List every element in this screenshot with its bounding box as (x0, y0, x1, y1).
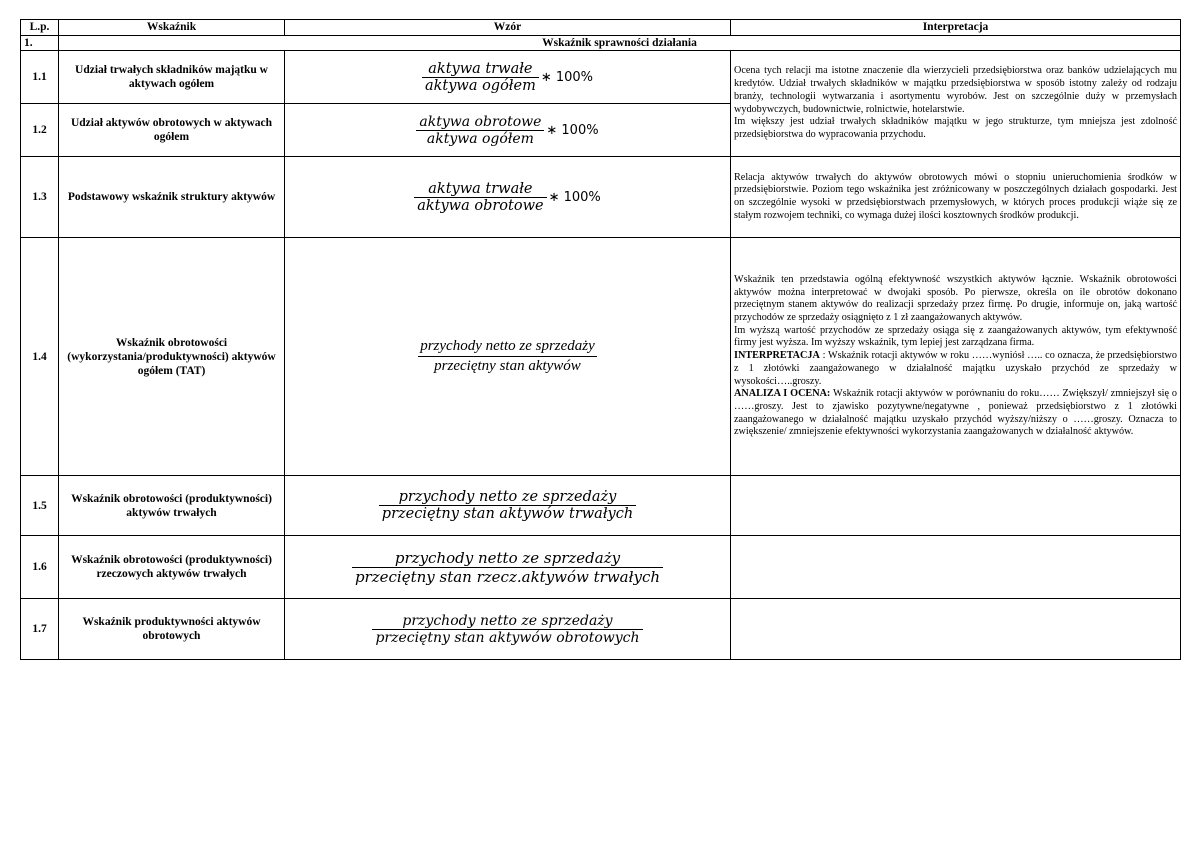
formula-cell (285, 51, 731, 104)
formula-multiplier: ∗ 100% (546, 122, 599, 138)
formula-fraction (414, 181, 546, 214)
formula-denominator: przeciętny stan rzecz.aktywów trwałych (354, 567, 661, 586)
formula-cell (285, 476, 731, 536)
interpretation-cell (731, 599, 1181, 660)
row-number: 1.5 (21, 476, 59, 536)
row-number: 1.4 (21, 238, 59, 476)
analysis-label: ANALIZA I OCENA: (734, 388, 831, 400)
formula-numerator: aktywa obrotowe (416, 114, 544, 131)
header-formula: Wzór (285, 20, 731, 36)
ratio-table (20, 19, 1181, 660)
interpretation-cell (731, 476, 1181, 536)
formula-numerator: aktywa trwałe (414, 181, 546, 198)
interpretation-cell (731, 238, 1181, 476)
section-number: 1. (21, 36, 59, 51)
formula-multiplier: ∗ 100% (548, 189, 601, 205)
formula-cell (285, 536, 731, 599)
interpretation-paragraph (734, 350, 1177, 388)
formula-cell (285, 157, 731, 238)
header-lp: L.p. (21, 20, 59, 36)
formula-fraction (416, 114, 544, 147)
formula-numerator: aktywa trwałe (422, 61, 539, 78)
interpretation-cell (731, 536, 1181, 599)
interpretation-cell (731, 157, 1181, 238)
row-number: 1.1 (21, 51, 59, 104)
interpretation-text: Im wyższą wartość przychodów ze sprzedaży osiąga się z zaangażowanych aktywów, tym efektywność firmy jest wyższa. Im wyższy wskaźnik, tym lepiej jest zarządzana firma. (734, 324, 1177, 349)
row-number: 1.7 (21, 599, 59, 660)
section-title: Wskaźnik sprawności działania (59, 36, 1181, 51)
table-row (21, 476, 1181, 536)
interpretation-text: Relacja aktywów trwałych do aktywów obrotowych mówi o stopniu unieruchomienia środków w przedsiębiorstwie. Poziom tego wskaźnika jest zróżnicowany w poszczególnych działach gospodarki. Jest on szczególnie wysoki w przedsiębiorstwach przemysłowych, w których proces produkcji wiąże się ze stałym rozwojem techniki, co wymaga dużej ilości kosztownych środków produkcji. (734, 171, 1177, 221)
formula-cell (285, 104, 731, 157)
formula-numerator: przychody netto ze sprzedaży (352, 549, 663, 568)
header-interpretation: Interpretacja (731, 20, 1181, 36)
formula-numerator: przychody netto ze sprzedaży (418, 337, 597, 357)
interpretation-cell (731, 51, 1181, 157)
formula-denominator: aktywa ogółem (426, 130, 534, 147)
table-row (21, 51, 1181, 104)
table-row (21, 599, 1181, 660)
indicator-name: Podstawowy wskaźnik struktury aktywów (59, 157, 285, 238)
header-indicator: Wskaźnik (59, 20, 285, 36)
formula-fraction (418, 337, 597, 376)
table-row (21, 238, 1181, 476)
formula-fraction (379, 489, 636, 522)
formula-cell (285, 599, 731, 660)
formula-numerator: przychody netto ze sprzedaży (379, 489, 636, 506)
interpretation-text: Ocena tych relacji ma istotne znaczenie dla wierzycieli przedsiębiorstwa oraz banków udzielających mu kredytów. Udział trwałych składników w majątku przedsiębiorstwa w sposób istotny zależy od rodzaju branży, technologii wytwarzania i asortymentu wyrobów. Jest on szczególnie duży w przemysłach wydobywczych, budownictwie, rolnictwie, hotelarstwie. (734, 65, 1177, 115)
table-row (21, 157, 1181, 238)
indicator-name: Udział aktywów obrotowych w aktywach ogółem (59, 104, 285, 157)
formula-denominator: przeciętny stan aktywów obrotowych (375, 629, 640, 646)
formula-denominator: aktywa ogółem (424, 77, 536, 94)
formula-fraction (352, 549, 663, 586)
row-number: 1.6 (21, 536, 59, 599)
interpretation-text: Wskaźnik ten przedstawia ogólną efektywność wszystkich aktywów łącznie. Wskaźnik obrotowości aktywów można interpretować w dwojaki sposób. Po pierwsze, określa on ile obrotów dokonano przeciętnym stanem aktywów do realizacji sprzedaży przez firmę. Po drugie, informuje on, jaką wartość przychodów ze sprzedaży osiągnięto z 1 zł zaangażowanych aktywów. (734, 273, 1177, 324)
formula-multiplier: ∗ 100% (540, 69, 594, 85)
formula-fraction (422, 61, 539, 94)
interpretation-text: Im większy jest udział trwałych składników majątku w jego strukturze, tym mniejsza jest zdolność przedsiębiorstwa do wypracowania przychodu. (734, 116, 1177, 140)
formula-denominator: przeciętny stan aktywów trwałych (381, 506, 634, 522)
formula-numerator: przychody netto ze sprzedaży (372, 613, 642, 630)
indicator-name: Wskaźnik obrotowości (produktywności) aktywów trwałych (59, 476, 285, 536)
indicator-name: Wskaźnik obrotowości (wykorzystania/produktywności) aktywów ogółem (TAT) (59, 238, 285, 476)
row-number: 1.3 (21, 157, 59, 238)
formula-denominator: przeciętny stan aktywów (434, 358, 581, 374)
indicator-name: Udział trwałych składników majątku w aktywach ogółem (59, 51, 285, 104)
row-number: 1.2 (21, 104, 59, 157)
interpretation-label: INTERPRETACJA (734, 350, 820, 362)
formula-cell (285, 238, 731, 476)
header-row (21, 20, 1181, 36)
indicator-name: Wskaźnik obrotowości (produktywności) rzeczowych aktywów trwałych (59, 536, 285, 599)
formula-denominator: aktywa obrotowe (417, 197, 544, 214)
section-row (21, 36, 1181, 51)
table-row (21, 536, 1181, 599)
analysis-paragraph (734, 388, 1177, 439)
analysis-text: Wskaźnik rotacji aktywów w porównaniu do roku…… Zwiększył/ zmniejszył się o ……groszy. Jest to zjawisko pozytywne/negatywne , ponieważ przedsiębiorstwo z 1 złotówki zaangażowanego w działalność majątku uzyskało przychód wyższy/niższy o ……groszy. Oznacza to zwiększenie/ zmniejszenie efektywności wykorzystania zaangażowanych w działalność aktywów. (734, 388, 1177, 438)
formula-fraction (372, 613, 642, 646)
indicator-name: Wskaźnik produktywności aktywów obrotowych (59, 599, 285, 660)
interpretation-text: : Wskaźnik rotacji aktywów w roku ……wyniósł ….. co oznacza, że przedsiębiorstwo z 1 złotówki zaangażowanego w działalność majątku uzyskało przychód ze sprzedaży w wysokości…..groszy. (734, 350, 1177, 387)
